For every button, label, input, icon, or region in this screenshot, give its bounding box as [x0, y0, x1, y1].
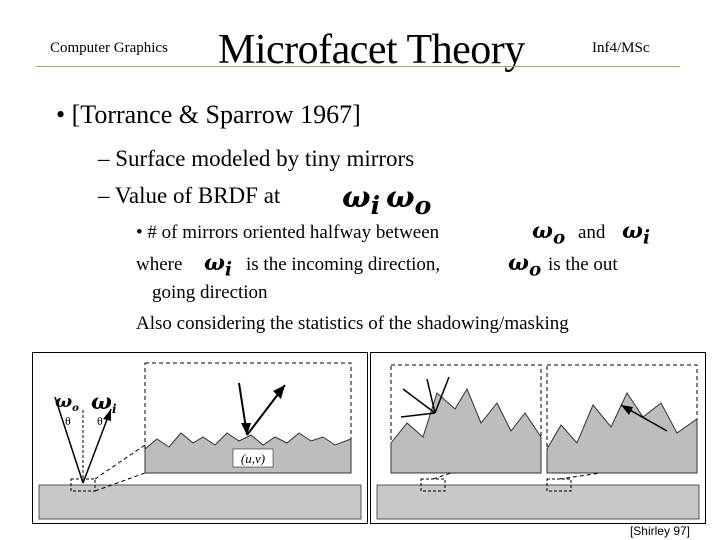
theta-o-label: θ: [65, 414, 71, 428]
also-text: Also considering the statistics of the shadowing/masking: [136, 313, 569, 334]
microfacet-figure-left: [32, 352, 368, 524]
incoming-text: is the incoming direction,: [246, 254, 441, 275]
bullet-main: • [Torrance & Sparrow 1967]: [56, 100, 361, 129]
bullet-sub3: • # of mirrors oriented halfway between: [136, 222, 440, 243]
fig-omega-i: ωi: [91, 389, 117, 416]
fig-omega-o: $\omega_o$: [55, 391, 79, 414]
omega-i-symbol-3: $\omega_i$: [204, 250, 232, 281]
header-divider: [36, 66, 680, 67]
course-label: Computer Graphics: [50, 40, 168, 56]
uv-label: (u,v): [240, 451, 266, 466]
microfacet-diagram-right: [371, 353, 705, 523]
and-text: and: [578, 222, 606, 243]
omega-o-symbol-3: $\omega_o$: [508, 250, 542, 281]
omega-o-symbol-2: $\omega_o$: [532, 218, 566, 249]
where-text: where: [136, 254, 183, 275]
omega-i-symbol-2: $\omega_i$: [622, 218, 650, 249]
microfacet-figure-right: [370, 352, 706, 524]
theta-i-label: θ: [97, 414, 103, 428]
going-text: going direction: [152, 282, 268, 303]
out-text: is the out: [548, 254, 618, 275]
bullet-sub2: – Value of BRDF at: [98, 183, 281, 208]
microfacet-diagram-left: [33, 353, 367, 523]
slide-title: Microfacet Theory: [218, 27, 525, 73]
course-code: Inf4/MSc: [592, 40, 650, 56]
figure-citation: [Shirley 97]: [629, 524, 690, 538]
omega-o-symbol: $\omega_o$: [386, 180, 432, 220]
bullet-sub1: – Surface modeled by tiny mirrors: [98, 146, 415, 171]
omega-i-symbol: $\omega_i$: [342, 180, 381, 220]
